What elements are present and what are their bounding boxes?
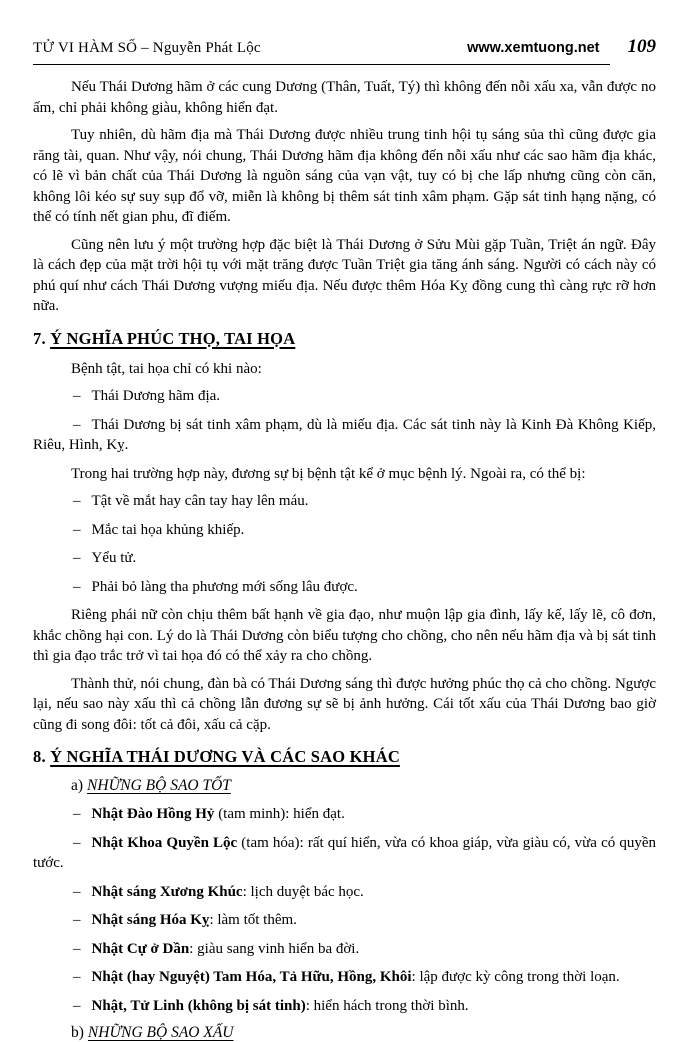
bullet-dash: – <box>73 912 81 928</box>
subsection-a-heading <box>33 777 656 795</box>
star-set-item <box>33 910 656 931</box>
subsection-a-label: a) <box>71 777 84 794</box>
bullet-dash: – <box>73 521 81 538</box>
paragraph-intro-2: Tuy nhiên, dù hãm địa mà Thái Dương được nhiều trung tinh hội tụ sáng sủa thì cũng được gia răng tài, quan. Như vậy, nói chung, Thái Dương hãm địa không đến nỗi xấu như các sao hãm địa khác, có lẽ vì bản chất của Thái Dương là nguồn sáng của vạn vật, tuy có bị che lấp nhưng cũng còn căn, không lôi kéo sự suy sụp đổ vỡ, miễn là không bị thêm sát tinh xâm phạm. Gặp sát tinh hạng nặng, có thể có tính nết gian phu, đĩ điếm. <box>33 127 656 225</box>
cause-text: Thái Dương hãm địa. <box>91 388 221 404</box>
bullet-dash: – <box>73 997 81 1014</box>
effect-text: Yểu tử. <box>91 550 137 566</box>
star-set-name: Nhật sáng Xương Khúc <box>91 883 243 900</box>
cause-item <box>33 415 656 456</box>
bullet-dash: – <box>73 388 81 404</box>
paragraph-intro-1: Nếu Thái Dương hãm ở các cung Dương (Thân, Tuất, Tý) thì không đến nỗi xấu xa, vẫn được no ấm, chỉ phải không giàu, không hiển đạt. <box>33 79 656 116</box>
page-header <box>33 36 656 64</box>
star-set-name: Nhật Cự ở Dần <box>91 940 190 957</box>
star-set-item <box>33 996 656 1017</box>
star-set-meaning: (tam minh): hiển đạt. <box>214 806 345 822</box>
section-8-title: Ý NGHĨA THÁI DƯƠNG VÀ CÁC SAO KHÁC <box>50 747 400 766</box>
star-set-name: Nhật (hay Nguyệt) Tam Hóa, Tả Hữu, Hồng, Khôi <box>91 969 412 985</box>
star-set-meaning: : lịch duyệt bác học. <box>242 883 364 900</box>
star-set-meaning: : hiển hách trong thời bình. <box>305 997 469 1014</box>
star-set-meaning: : giàu sang vinh hiển ba đời. <box>189 940 360 957</box>
star-set-item <box>33 882 656 903</box>
book-title: TỬ VI HÀM SỐ – Nguyễn Phát Lộc <box>33 40 261 56</box>
effect-item <box>33 548 656 569</box>
section-7-number: 7. <box>33 328 46 348</box>
section-8-heading <box>33 747 656 767</box>
effect-item <box>33 491 656 512</box>
star-set-name: Nhật sáng Hóa Kỵ <box>91 912 210 928</box>
bullet-dash: – <box>73 416 81 433</box>
effect-item <box>33 577 656 598</box>
header-divider <box>33 64 610 65</box>
star-set-item <box>33 967 656 988</box>
cause-item <box>33 386 656 407</box>
effect-item <box>33 520 656 541</box>
star-set-meaning: : làm tốt thêm. <box>209 912 297 928</box>
paragraph-intro-3: Cũng nên lưu ý một trường hợp đặc biệt là Thái Dương ở Sửu Mùi gặp Tuần, Triệt án ngữ. Đây là cách đẹp của mặt trời hội tụ với mặt trăng được Tuần Triệt gia tăng ánh sáng. Người có cách này có phú quí như cách Thái Dương vượng miếu địa. Nếu được thêm Hóa Kỵ đồng cung thì càng rực rỡ hơn nữa. <box>33 236 656 314</box>
bullet-dash: – <box>73 493 81 509</box>
star-set-item <box>33 833 656 874</box>
section-7-lead: Bệnh tật, tai họa chỉ có khi nào: <box>71 360 262 377</box>
subsection-b-title: NHỮNG BỘ SAO XẤU <box>87 1024 234 1041</box>
effect-text: Mắc tai họa khủng khiếp. <box>91 521 245 538</box>
star-set-name: Nhật, Tử Linh (không bị sát tinh) <box>91 997 306 1014</box>
effect-text: Tật về mắt hay cân tay hay lên máu. <box>91 493 309 509</box>
bullet-dash: – <box>73 940 81 957</box>
star-set-item <box>33 939 656 960</box>
paragraph-women: Riêng phái nữ còn chịu thêm bất hạnh về gia đạo, như muộn lập gia đình, lấy kế, lấy lẽ, cô đơn, khắc chồng hại con. Lý do là Thái Dương còn biểu tượng cho chồng, cho nên nếu hãm địa và bị sát tinh thì gia đạo trắc trở vì tai họa đó có thể xảy ra cho chồng. <box>33 607 656 664</box>
page-number: 109 <box>627 36 656 57</box>
star-set-name: Nhật Khoa Quyền Lộc <box>91 834 238 851</box>
bullet-dash: – <box>73 834 81 851</box>
star-set-meaning: (tam hóa): rất quí hiển, vừa có khoa giáp, vừa giàu có, vừa có quyền tước. <box>33 834 656 871</box>
website-url: www.xemtuong.net <box>467 40 600 56</box>
paragraph-summary: Thành thử, nói chung, đàn bà có Thái Dương sáng thì được hưởng phúc thọ cả cho chồng. Ngược lại, nếu sao này xấu thì cả chồng lẫn đương sự sẽ bị ảnh hưởng. Cái tốt xấu của Thái Dương bao giờ cũng đi song đôi: tốt cả đôi, xấu cả cặp. <box>33 675 656 733</box>
bullet-dash: – <box>73 578 81 595</box>
star-set-name: Nhật Đào Hồng Hỷ <box>91 806 215 822</box>
star-set-item <box>33 804 656 825</box>
bullet-dash: – <box>73 550 81 566</box>
section-8-number: 8. <box>33 747 46 766</box>
star-set-meaning: : lập được kỳ công trong thời loạn. <box>411 969 620 985</box>
subsection-b-heading <box>33 1024 656 1042</box>
subsection-a-title: NHỮNG BỘ SAO TỐT <box>87 777 231 794</box>
bullet-dash: – <box>73 969 81 985</box>
section-7-middle: Trong hai trường hợp này, đương sự bị bệnh tật kể ở mục bệnh lý. Ngoài ra, có thể bị: <box>71 465 586 482</box>
effect-text: Phải bỏ làng tha phương mới sống lâu được. <box>91 578 358 595</box>
cause-text: Thái Dương bị sát tinh xâm phạm, dù là miếu địa. Các sát tinh này là Kinh Đà Không Kiếp, Riêu, Hình, Kỵ. <box>33 416 656 453</box>
section-7-heading <box>33 329 656 349</box>
bullet-dash: – <box>73 806 81 822</box>
section-7-title: Ý NGHĨA PHÚC THỌ, TAI HỌA <box>50 328 296 348</box>
subsection-b-label: b) <box>71 1024 84 1041</box>
bullet-dash: – <box>73 883 81 900</box>
